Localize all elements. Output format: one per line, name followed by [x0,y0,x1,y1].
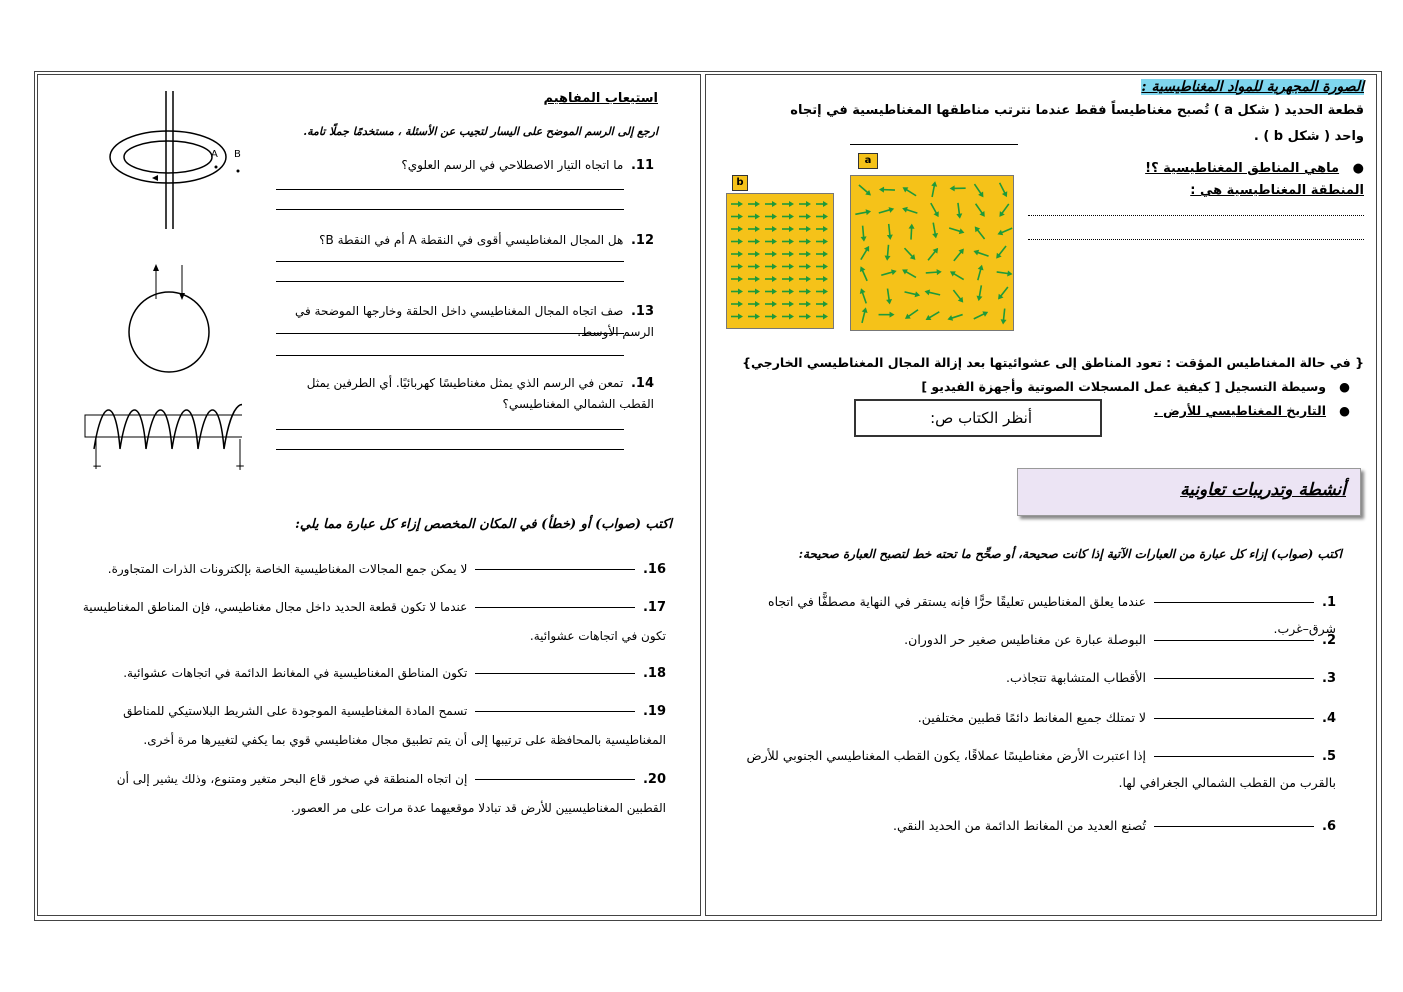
domain-arrow [951,288,966,304]
item-text: لا يمكن جمع المجالات المغناطيسية الخاصة بإلكترونات الذرات المتجاورة. [107,562,468,576]
domain-arrow [782,214,794,220]
domain-arrow [748,264,760,270]
domain-arrow [886,224,894,241]
item-number: 3. [1322,671,1336,686]
coil-positive-terminal: + [235,459,246,473]
domain-arrow [731,201,743,207]
domain-arrow [765,214,777,220]
domain-arrow [901,185,918,199]
domain-arrow [748,301,760,307]
domain-arrow [901,267,918,280]
domain-arrow [731,226,743,232]
domain-arrow [975,264,985,281]
domain-arrow [973,202,987,219]
domain-arrow [731,239,743,245]
domain-arrow [1000,308,1008,325]
domain-arrow [972,182,986,199]
domain-arrow [731,301,743,307]
item-text: تُصنع العديد من المغانط الدائمة من الحديد النقي. [893,818,1147,833]
statement-item [736,627,1336,654]
domain-arrow [955,202,963,219]
point-a-label: A [211,149,218,160]
domain-arrow [972,309,989,321]
answer-dots-1 [1028,215,1364,216]
tf-item [76,697,666,754]
domain-arrow [816,201,828,207]
question-item [284,373,654,414]
item-text: الأقطاب المتشابهة تتجاذب. [1006,670,1147,685]
domain-arrow [765,239,777,245]
item-number: 1. [1322,595,1336,610]
coil-negative-terminal: − [92,459,103,473]
bullet-dot: ● [1330,379,1350,394]
domain-arrow [731,276,743,282]
item-number: 17. [642,600,666,615]
question-text: صف اتجاه المجال المغناطيسي داخل الحلقة وخارجها الموضحة في الرسم الأوسط. [295,304,654,339]
domain-arrow [748,314,760,320]
random-domain-arrows [851,176,1013,330]
statement-item [736,813,1336,840]
domain-arrow [860,225,867,241]
domain-arrow [748,239,760,245]
concepts-title: استيعاب المفاهيم [543,91,658,106]
domain-arrow [782,289,794,295]
domain-arrow [731,264,743,270]
domain-arrow [731,289,743,295]
domain-arrow [799,226,811,232]
right-panel [705,74,1377,916]
statement-item [736,705,1336,732]
domain-arrow [904,289,921,298]
domain-arrow [930,222,939,239]
domain-arrow [782,239,794,245]
header-text: الصورة المجهرية للمواد المغناطيسية : [1141,79,1364,95]
bullet-dot: ● [1343,161,1364,176]
domain-arrow [996,225,1013,237]
domain-arrow [929,181,938,198]
tf-item [76,555,666,584]
electromagnet-diagram [85,405,242,469]
tf-item [76,659,666,688]
domain-arrow [816,214,828,220]
domain-arrow [816,226,828,232]
domain-arrow [884,245,891,261]
question-number: 12. [630,233,654,248]
figure-b-label: b [732,175,748,191]
intro-paragraph-line2: واحد ( شكل b ) . [1253,129,1364,144]
domain-arrow [765,301,777,307]
divider [850,144,1018,145]
statement-item [736,743,1336,796]
item-text: عندما يعلق المغناطيس تعليقًا حرًّا فإنه يستقر في النهاية مصطفًّا في اتجاه شرق–غرب. [768,594,1336,636]
domain-arrow [782,301,794,307]
domain-arrow [748,289,760,295]
section-header [1141,79,1364,95]
domain-arrow [976,285,985,302]
answer-line[interactable] [276,355,624,356]
domain-arrow [880,268,897,278]
answer-line[interactable] [475,607,635,608]
domain-arrow [928,202,941,219]
domain-arrow [816,251,828,257]
bullet-magnetic-domains [1145,161,1364,176]
item-text: تكون المناطق المغناطيسية في المغانط الدائمة في اتجاهات عشوائية. [123,666,468,680]
question-number: 14. [630,376,654,391]
answer-line[interactable] [276,281,624,282]
domain-arrow [878,206,895,216]
answer-line[interactable] [276,209,624,210]
domain-arrow [799,289,811,295]
domain-arrow [765,314,777,320]
item-number: 2. [1322,633,1336,648]
bullet-history [1154,403,1350,418]
domain-arrow [858,265,870,282]
domain-arrow [731,214,743,220]
tf-item [76,765,666,822]
domain-arrow [765,201,777,207]
domain-arrow [879,312,895,318]
intro-paragraph-line1: قطعة الحديد ( شكل a ) تُصبح مغناطيساً فقط عندما نترتب مناطقها المغناطيسية في إتجاه [790,103,1364,118]
domain-arrow [799,301,811,307]
figure-a-random-domains [850,175,1014,331]
item-text: تسمح المادة المغناطيسية الموجودة على الشريط البلاستيكي للمناطق المغناطيسية بالمحافظة على ترتيبها إلى أن يتم تطبيق مجال مغناطيسي قوي بما يكفي لتغييرها مرة أخرى. [123,704,666,747]
domain-arrow [816,289,828,295]
domain-arrow [765,226,777,232]
domain-arrow [972,225,987,241]
domain-arrow [903,307,920,321]
question-text: هل المجال المغناطيسي أقوى في النقطة A أم في النقطة B؟ [319,233,624,247]
question-item [284,301,654,342]
item-text: البوصلة عبارة عن مغناطيس صغير حر الدوران. [904,632,1147,647]
answer-line[interactable] [276,429,624,430]
domain-arrow [996,285,1011,301]
item-number: 16. [642,562,666,577]
tf-instructions: اكتب (صواب) إزاء كل عبارة من العبارات الآتية إذا كانت صحيحة، أو صحِّح ما تحته خط لتصبح العبارة صحيحة: [798,547,1342,561]
item-text: إن اتجاه المنطقة في صخور قاع البحر متغير ومتنوع، وذلك يشير إلى أن القطبين المغناطيسيين للأرض قد تبادلا موقعيهما عدة مرات على مر العصور. [116,772,666,815]
domain-arrow [765,276,777,282]
concepts-subtitle: ارجع إلى الرسم الموضح على اليسار لتجيب عن الأسئلة ، مستخدمًا جملًا تامة. [303,125,658,138]
domain-arrow [996,269,1013,277]
domain-arrow [857,183,873,198]
domain-arrow [972,248,989,259]
domain-arrow [799,239,811,245]
domain-arrow [799,201,811,207]
question-number: 13. [630,304,654,319]
answer-line[interactable] [1154,718,1314,719]
domain-arrow [782,264,794,270]
statement-item [736,665,1336,692]
domain-arrow [748,201,760,207]
domain-arrow [997,181,1010,198]
temporary-magnet-note: { في حالة المغناطيس المؤقت : تعود المناطق إلى عشوائيتها بعد إزالة المجال المغناطيسي الخارجي} [742,355,1364,370]
domain-arrow [782,314,794,320]
answer-line[interactable] [276,261,624,262]
item-text: لا تمتلك جميع المغانط دائمًا قطبين مختلفين. [917,710,1147,725]
domain-arrow [908,223,915,239]
domain-arrow [926,246,941,262]
domain-arrow [855,208,872,217]
domain-arrow [731,314,743,320]
answer-line[interactable] [475,711,635,712]
figure-a-label: a [858,153,878,169]
answer-line[interactable] [276,333,624,334]
domain-arrow [816,239,828,245]
question-text: ما اتجاه التيار الاصطلاحي في الرسم العلوي؟ [401,158,624,172]
domain-arrow [782,201,794,207]
domain-arrow [879,186,895,193]
figure-b-aligned-domains [726,193,834,329]
domain-arrow [924,309,941,322]
answer-line[interactable] [276,189,624,190]
domain-arrow [765,251,777,257]
domain-arrow [816,264,828,270]
domain-arrow [799,314,811,320]
domain-arrow [799,264,811,270]
aligned-domain-arrows [727,194,833,328]
domain-arrow [885,288,893,305]
domain-arrow [946,312,963,323]
domain-definition-label: المنطقة المغناطيسية هي : [1190,183,1364,198]
item-number: 5. [1322,749,1336,764]
answer-line[interactable] [1154,678,1314,679]
domain-arrow [926,269,942,276]
domain-arrow [782,226,794,232]
question-item [284,230,654,251]
answer-line[interactable] [1154,640,1314,641]
answer-line[interactable] [475,569,635,570]
question-text: تمعن في الرسم الذي يمثل مغناطيسًا كهربائيًا. أي الطرفين يمثل القطب الشمالي المغناطيسي؟ [306,376,654,411]
answer-line[interactable] [276,449,624,450]
bullet-recording [921,379,1350,394]
domain-arrow [748,226,760,232]
answer-line[interactable] [475,673,635,674]
activities-banner [1017,468,1361,516]
domain-arrow [997,202,1011,218]
answer-line[interactable] [1154,756,1314,757]
domain-arrow [858,244,871,261]
domain-arrow [816,276,828,282]
answer-dots-2 [1028,239,1364,240]
domain-arrow [799,251,811,257]
physics-diagrams [82,87,242,477]
item-number: 19. [642,704,666,719]
domain-arrow [782,276,794,282]
book-reference-text: أنظر الكتاب ص: [930,409,1032,427]
history-text: التاريخ المغناطيسي للأرض . [1153,403,1327,418]
item-text: عندما لا تكون قطعة الحديد داخل مجال مغناطيسي، فإن المناطق المغناطيسية تكون في اتجاهات عشوائية. [82,600,666,643]
domain-arrow [994,244,1009,260]
current-loop-diagram [129,264,209,372]
domain-arrow [816,314,828,320]
answer-line[interactable] [1154,826,1314,827]
domain-arrow [858,287,869,304]
domain-arrow [782,251,794,257]
question-item [284,155,654,176]
book-reference-box [854,399,1102,437]
domain-arrow [748,214,760,220]
domain-arrow [731,251,743,257]
question-domains: ماهي المناطق المغناطيسية ؟! [1145,161,1340,176]
domain-arrow [799,276,811,282]
domain-arrow [952,247,967,263]
domain-arrow [816,301,828,307]
left-panel [37,74,701,916]
answer-line[interactable] [1154,602,1314,603]
wire-loop-diagram [110,91,240,229]
bullet-dot: ● [1330,403,1350,418]
answer-line[interactable] [475,779,635,780]
question-number: 11. [630,158,654,173]
domain-arrow [948,269,965,282]
domain-arrow [950,185,966,191]
item-number: 6. [1322,819,1336,834]
item-number: 18. [642,666,666,681]
domain-arrow [765,264,777,270]
domain-arrow [859,307,869,324]
domain-arrow [902,246,917,262]
domain-arrow [901,205,918,216]
banner-title: أنشطة وتدريبات تعاونية [1180,480,1346,500]
tf-title: اكتب (صواب) أو (خطأ) في المكان المخصص إزاء كل عبارة مما يلي: [295,517,672,532]
domain-arrow [748,276,760,282]
recording-text: وسيطة التسجيل [ كيفية عمل المسجلات الصوتية وأجهزة الفيديو ] [921,379,1327,394]
domain-arrow [765,289,777,295]
item-number: 20. [642,772,666,787]
domain-arrow [924,288,941,297]
domain-arrow [799,214,811,220]
domain-arrow [748,251,760,257]
point-b-label: B [234,149,241,160]
tf-item [76,593,666,650]
item-text: إذا اعتبرت الأرض مغناطيسًا عملاقًا، يكون القطب المغناطيسي الجنوبي للأرض بالقرب من القطب الشمالي الجغرافي لها. [746,748,1336,790]
item-number: 4. [1322,711,1336,726]
domain-arrow [948,225,965,235]
